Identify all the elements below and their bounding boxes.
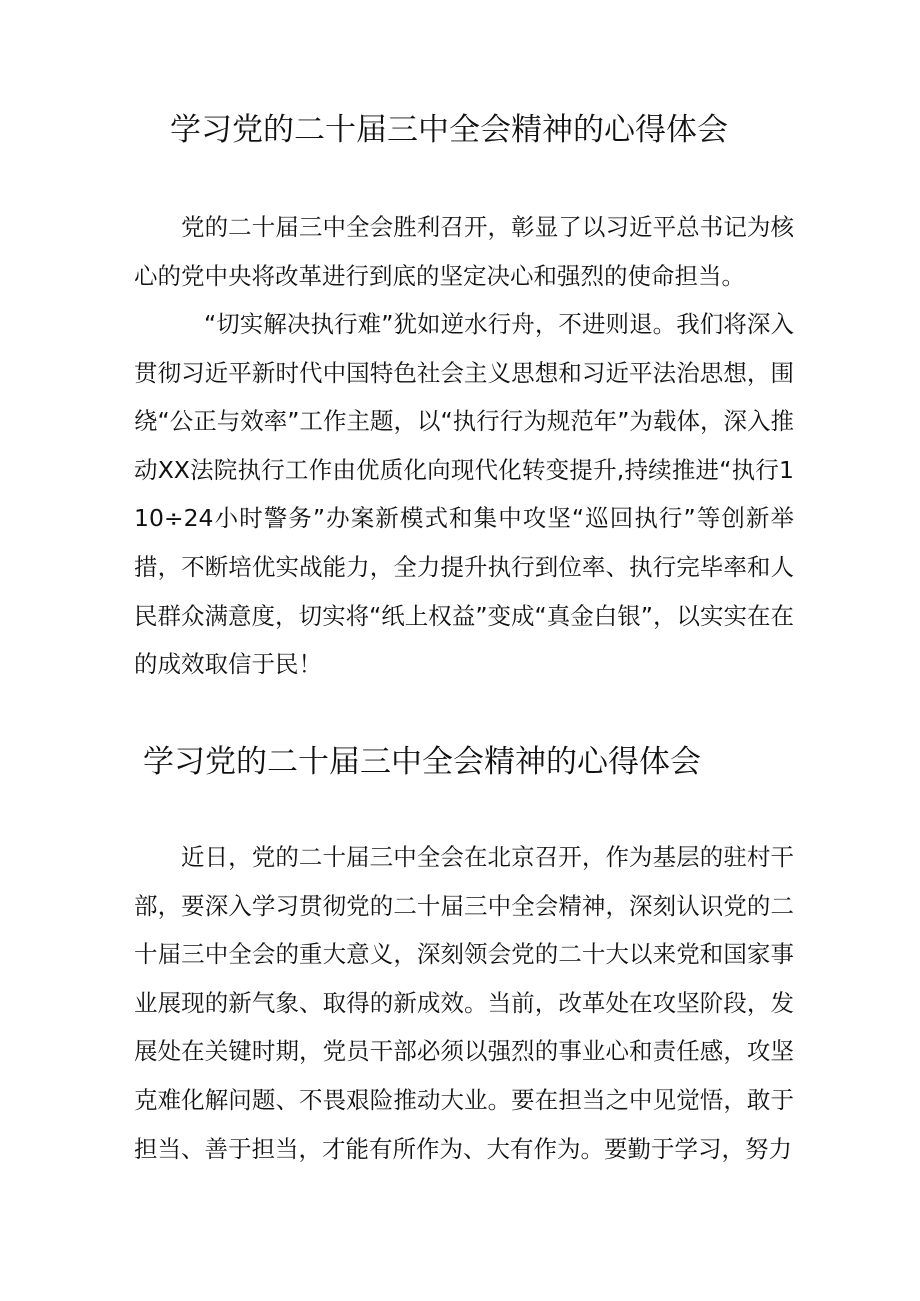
section-2-paragraph-1: 近日，党的二十届三中全会在北京召开，作为基层的驻村干部，要深入学习贯彻党的二十届三中全会精神，深刻认识党的二十届三中全会的重大意义，深刻领会党的二十大以来党和国家事业展现的新气象、取得的新成效。当前，改革处在攻坚阶段，发展处在关键时期，党员干部必须以强烈的事业心和责任感，攻坚克难化解问题、不畏艰险推动大业。要在担当之中见觉悟，敢于担当、善于担当，才能有所作为、大有作为。要勤于学习，努力 xyxy=(134,843,794,1163)
section-1-title: 学习党的二十届三中全会精神的心得体会 xyxy=(170,112,728,148)
section-1-paragraph-1: 党的二十届三中全会胜利召开，彰显了以习近平总书记为核心的党中央将改革进行到底的坚定决心和强烈的使命担当。 xyxy=(134,213,794,290)
section-2-title: 学习党的二十届三中全会精神的心得体会 xyxy=(143,744,701,780)
section-1-paragraph-2: “切实解决执行难”犹如逆水行舟，不进则退。我们将深入贯彻习近平新时代中国特色社会主义思想和习近平法治思想，围绕“公正与效率”工作主题，以“执行行为规范年”为载体，深入推动XX法院执行工作由优质化向现代化转变提升,持续推进“执行110÷24小时警务”办案新模式和集中攻坚“巡回执行”等创新举措，不断培优实战能力，全力提升执行到位率、执行完毕率和人民群众满意度，切实将“纸上权益”变成“真金白银”，以实实在在的成效取信于民！ xyxy=(134,310,794,679)
